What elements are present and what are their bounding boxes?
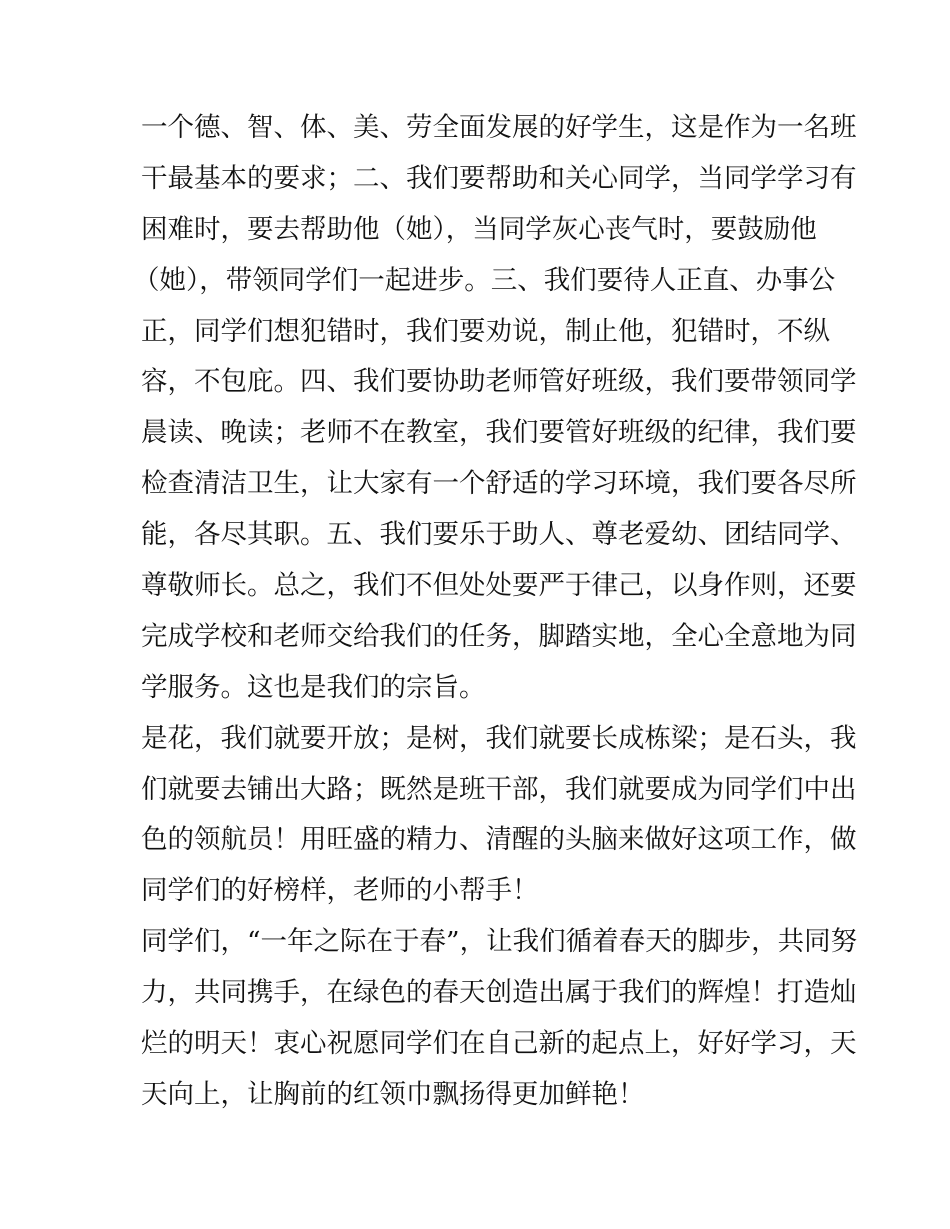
text-line: 同学们的好榜样，老师的小帮手！ (141, 875, 539, 907)
text-line: 是花，我们就要开放；是树，我们就要长成栋梁；是石头，我 (141, 722, 857, 754)
text-line: 天向上，让胸前的红领巾飘扬得更加鲜艳！ (141, 1078, 645, 1110)
text-line: 色的领航员！用旺盛的精力、清醒的头脑来做好这项工作，做 (141, 824, 857, 856)
text-line: 烂的明天！衷心祝愿同学们在自己新的起点上，好好学习，天 (141, 1028, 857, 1060)
text-line: 干最基本的要求；二、我们要帮助和关心同学，当同学学习有 (141, 162, 857, 194)
text-line: 能，各尽其职。五、我们要乐于助人、尊老爱幼、团结同学、 (141, 519, 857, 551)
text-line: （她），带领同学们一起进步。三、我们要待人正直、办事公 (133, 264, 836, 296)
text-line: 正，同学们想犯错时，我们要劝说，制止他，犯错时，不纵 (141, 315, 830, 347)
text-line: 同学们，“一年之际在于春”，让我们循着春天的脚步，共同努 (141, 926, 858, 958)
text-line: 学服务。这也是我们的宗旨。 (141, 671, 486, 703)
text-line: 们就要去铺出大路；既然是班干部，我们就要成为同学们中出 (141, 773, 857, 805)
text-line: 一个德、智、体、美、劳全面发展的好学生，这是作为一名班 (141, 112, 857, 143)
text-line: 检查清洁卫生，让大家有一个舒适的学习环境，我们要各尽所 (141, 468, 857, 500)
text-line: 完成学校和老师交给我们的任务，脚踏实地，全心全意地为同 (141, 620, 857, 652)
text-line: 力，共同携手，在绿色的春天创造出属于我们的辉煌！打造灿 (141, 977, 857, 1009)
text-line: 容，不包庇。四、我们要协助老师管好班级，我们要带领同学 (141, 366, 857, 398)
text-line: 尊敬师长。总之，我们不但处处要严于律己，以身作则，还要 (141, 570, 857, 602)
text-line: 困难时，要去帮助他（她），当同学灰心丧气时，要鼓励他 (141, 213, 817, 245)
document-body (133, 103, 858, 1121)
text-line: 晨读、晚读；老师不在教室，我们要管好班级的纪律，我们要 (141, 417, 857, 449)
